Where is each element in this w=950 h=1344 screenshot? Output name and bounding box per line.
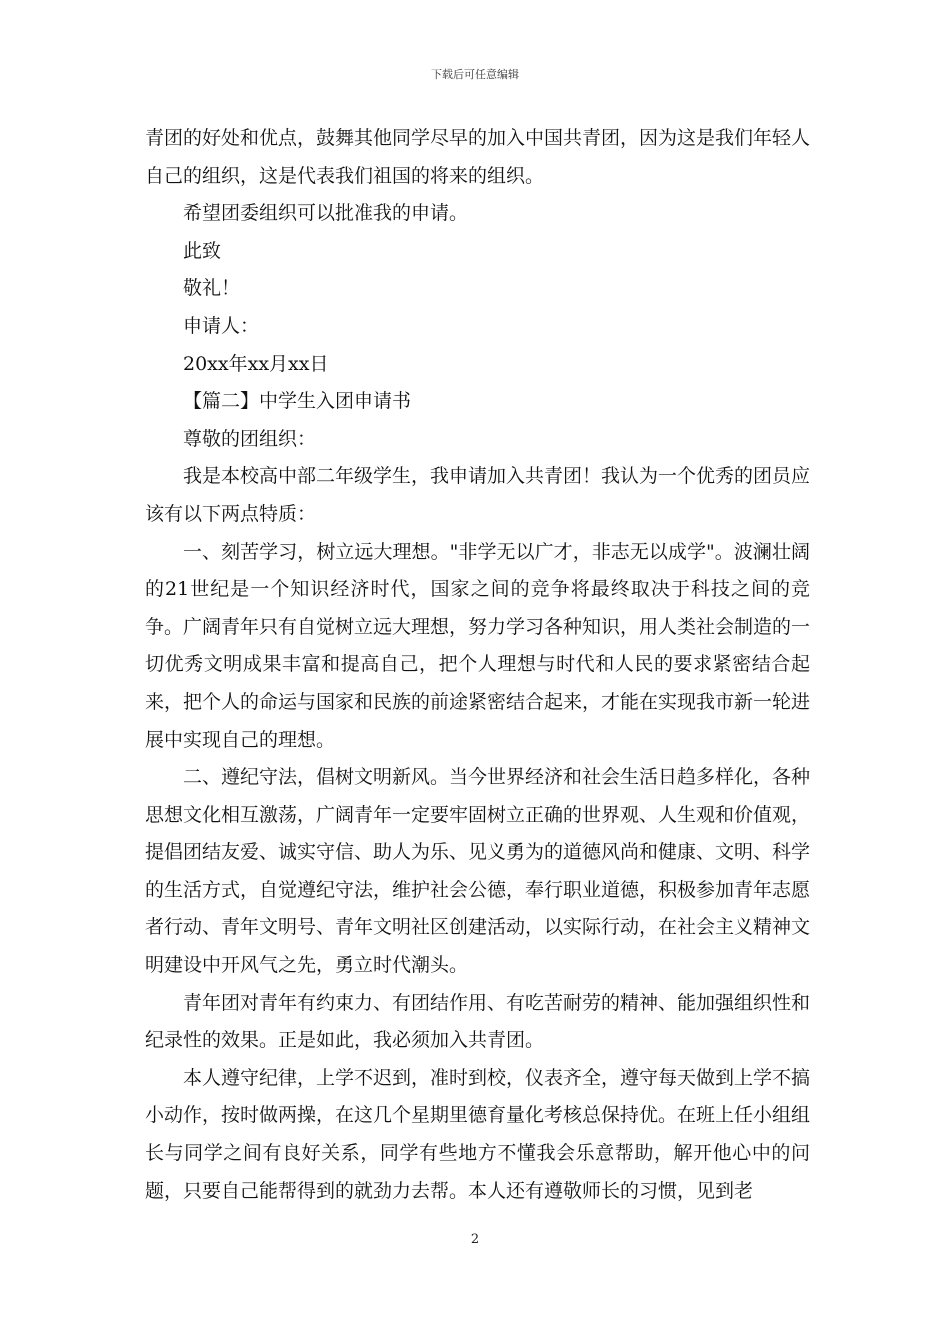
page-header: 下载后可任意编辑 [431, 68, 519, 81]
paragraph: 青年团对青年有约束力、有团结作用、有吃苦耐劳的精神、能加强组织性和纪录性的效果。正是如此，我必须加入共青团。 [145, 991, 811, 1052]
paragraph: 二、遵纪守法，倡树文明新风。当今世界经济和社会生活日趋多样化，各种思想文化相互激荡，广阔青年一定要牢固树立正确的世界观、人生观和价值观，提倡团结友爱、诚实守信、助人为乐、见义勇为的道德风尚和健康、文明、科学的生活方式，自觉遵纪守法，维护社会公德，奉行职业道德，积极参加青年志愿者行动、青年文明号、青年文明社区创建活动，以实际行动，在社会主义精神文明建设中开风气之先，勇立时代潮头。 [145, 766, 811, 977]
paragraph: 我是本校高中部二年级学生，我申请加入共青团！我认为一个优秀的团员应该有以下两点特质： [145, 465, 811, 525]
section-title: 【篇二】中学生入团申请书 [183, 390, 412, 413]
closing-respect: 敬礼！ [183, 277, 241, 300]
applicant-label: 申请人： [183, 314, 260, 337]
closing-salutation: 此致 [183, 239, 222, 262]
paragraph: 希望团委组织可以批准我的申请。 [183, 202, 469, 225]
paragraph: 青团的好处和优点，鼓舞其他同学尽早的加入中国共青团，因为这是我们年轻人自己的组织，这是代表我们祖国的将来的组织。 [145, 127, 811, 187]
document-body [145, 120, 810, 1210]
page-number: 2 [470, 1232, 480, 1247]
paragraph: 一、刻苦学习，树立远大理想。"非学无以广才，非志无以成学"。波澜壮阔的21世纪是一个知识经济时代，国家之间的竞争将最终取决于科技之间的竞争。广阔青年只有自觉树立远大理想，努力学习各种知识，用人类社会制造的一切优秀文明成果丰富和提高自己，把个人理想与时代和人民的要求紧密结合起来，把个人的命运与国家和民族的前途紧密结合起来，才能在实现我市新一轮进展中实现自己的理想。 [145, 540, 811, 751]
date-line: 20xx年xx月xx日 [183, 352, 329, 375]
paragraph: 本人遵守纪律，上学不迟到，准时到校，仪表齐全，遵守每天做到上学不搞小动作，按时做两操，在这几个星期里德育量化考核总保持优。在班上任小组组长与同学之间有良好关系，同学有些地方不懂我会乐意帮助，解开他心中的问题，只要自己能帮得到的就劲力去帮。本人还有遵敬师长的习惯，见到老 [145, 1066, 811, 1202]
greeting: 尊敬的团组织： [183, 427, 317, 450]
